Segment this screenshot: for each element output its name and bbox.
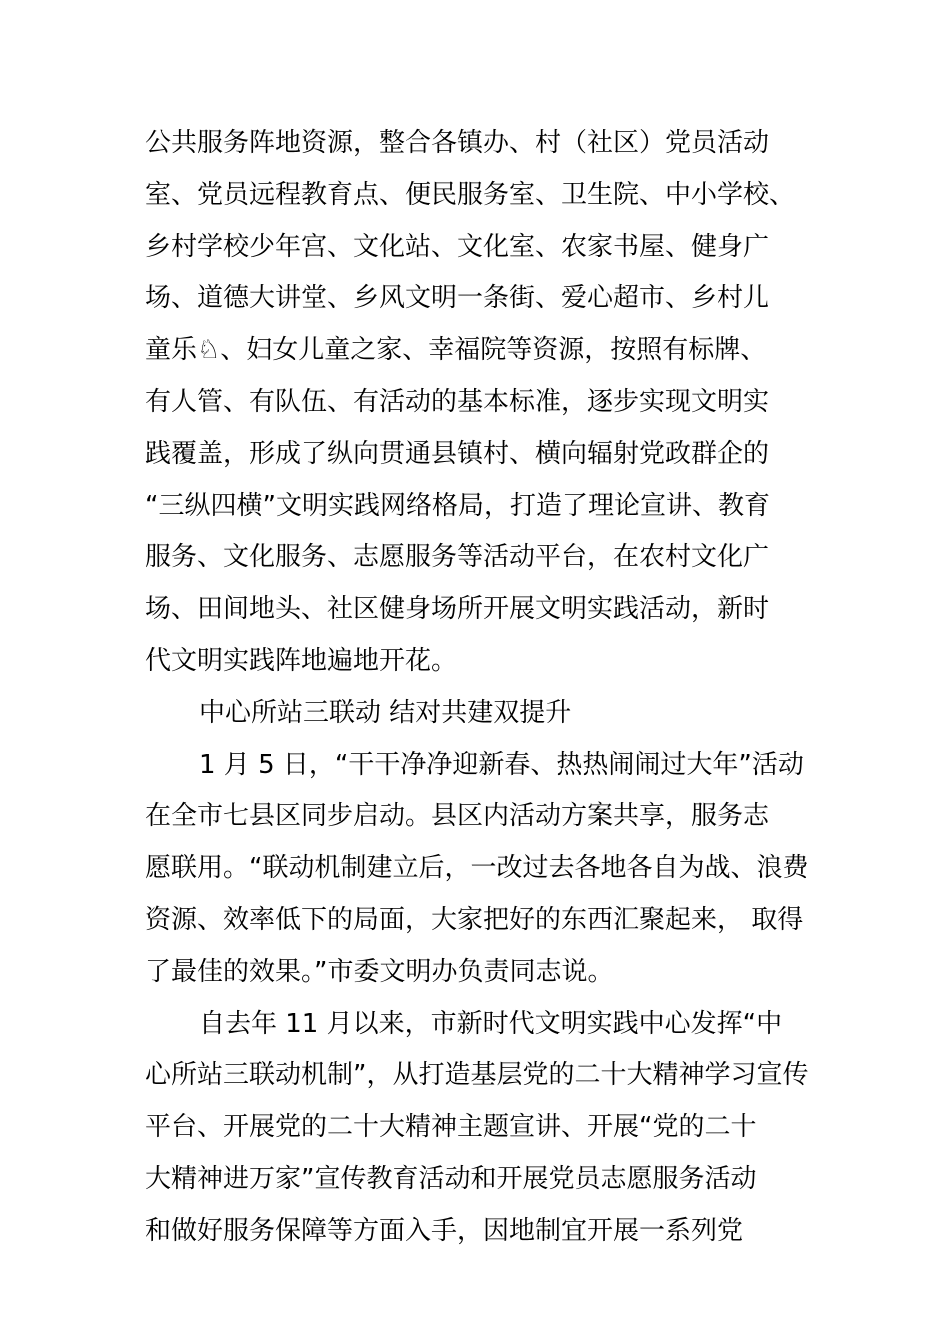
text-line: “三纵四横”文明实践网络格局，打造了理论宣讲、教育: [145, 490, 770, 521]
paragraph-start-line: 1 月 5 日，“干干净净迎新春、热热闹闹过大年”活动: [199, 749, 804, 780]
text-line: 服务、文化服务、志愿服务等活动平台，在农村文化广: [145, 542, 770, 573]
text-line: 大精神进万家”宣传教育活动和开展党员志愿服务活动: [145, 1163, 757, 1194]
text-line: 代文明实践阵地遍地开花。: [145, 645, 458, 676]
text-line: 场、道德大讲堂、乡风文明一条街、爱心超市、乡村儿: [145, 283, 770, 314]
text-line: 平台、开展党的二十大精神主题宣讲、开展“党的二十: [145, 1112, 757, 1143]
text-line: 践覆盖，形成了纵向贯通县镇村、横向辐射党政群企的: [145, 438, 770, 469]
text-line: 室、党员远程教育点、便民服务室、卫生院、中小学校、: [145, 179, 796, 210]
text-line: 公共服务阵地资源，整合各镇办、村（社区）党员活动: [145, 128, 770, 158]
section-heading: 中心所站三联动 结对共建双提升: [199, 697, 572, 728]
text-line: 有人管、有队伍、有活动的基本标准，逐步实现文明实: [145, 386, 770, 417]
text-line: 愿联用。“联动机制建立后，一改过去各地各自为战、浪费: [145, 853, 809, 884]
text-line: 心所站三联动机制”，从打造基层党的二十大精神学习宣传: [145, 1060, 809, 1091]
text-line: 资源、效率低下的局面，大家把好的东西汇聚起来， 取得: [145, 904, 804, 935]
text-line: 了最佳的效果。”市委文明办负责同志说。: [145, 956, 614, 987]
body-text: [145, 118, 825, 1258]
paragraph-start-line: 自去年 11 月以来，市新时代文明实践中心发挥“中: [199, 1008, 783, 1039]
text-line: 场、田间地头、社区健身场所开展文明实践活动，新时: [145, 594, 770, 625]
text-line: 在全市七县区同步启动。县区内活动方案共享，服务志: [145, 801, 770, 832]
text-line: 乡村学校少年宫、文化站、文化室、农家书屋、健身广: [145, 231, 770, 262]
text-line: 和做好服务保障等方面入手，因地制宜开展一系列党: [145, 1215, 744, 1246]
text-line: 童乐♘、妇女儿童之家、幸福院等资源，按照有标牌、: [145, 335, 767, 366]
